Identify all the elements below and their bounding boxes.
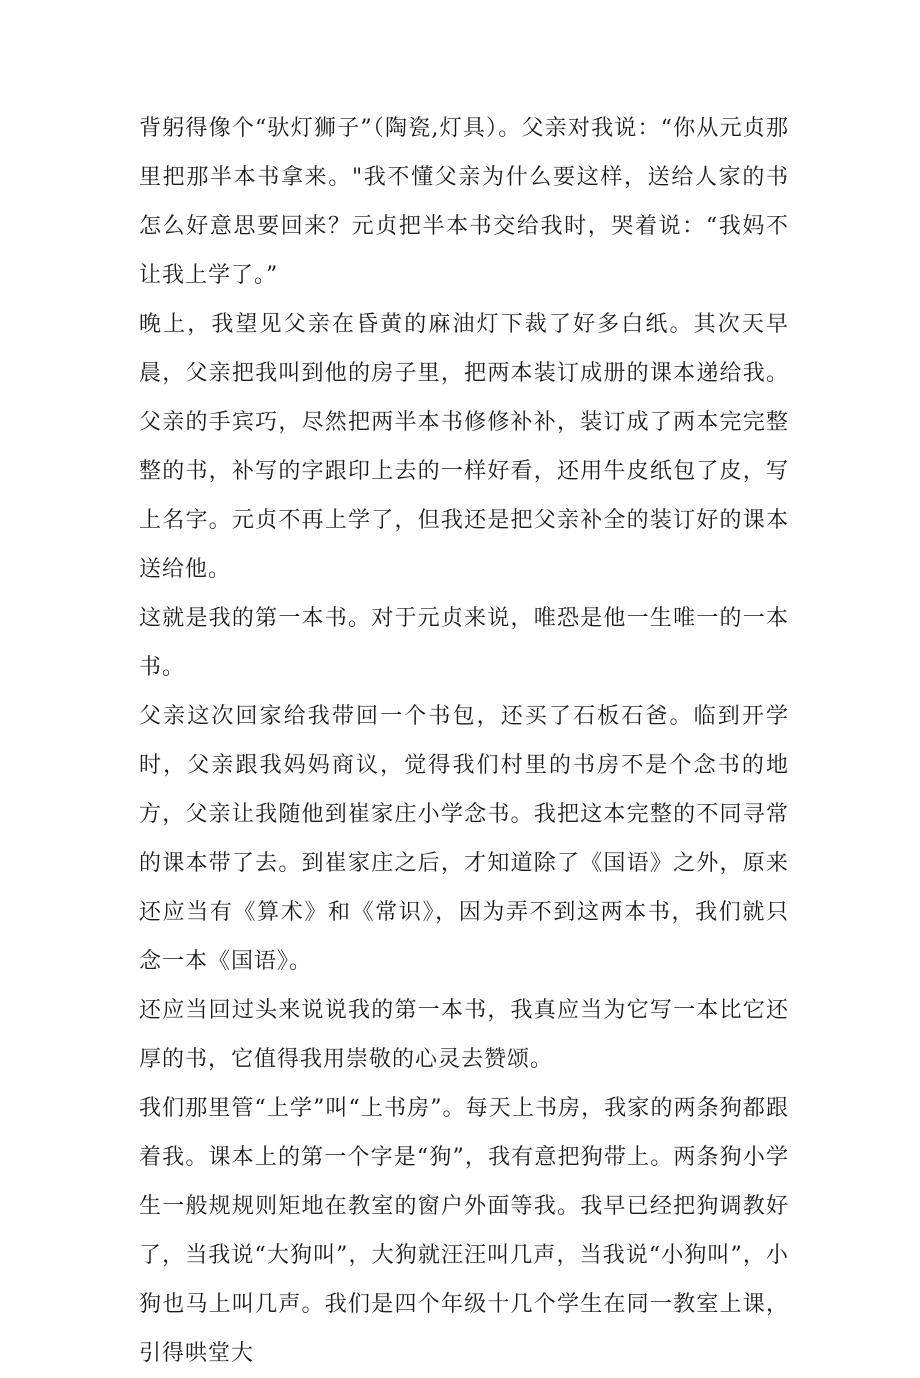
paragraph-3: 这就是我的第一本书。对于元贞来说，唯恐是他一生唯一的一本书。 <box>139 606 789 680</box>
document-body <box>139 104 789 1378</box>
paragraph-2: 晚上，我望见父亲在昏黄的麻油灯下裁了好多白纸。其次天早晨，父亲把我叫到他的房子里，把两本装订成册的课本递给我。父亲的手宾巧，尽然把两半本书修修补补，装订成了两本完完整整的书，补写的字跟印上去的一样好看，还用牛皮纸包了皮，写上名字。元贞不再上学了，但我还是把父亲补全的装订好的课本送给他。 <box>139 312 789 582</box>
paragraph-4: 父亲这次回家给我带回一个书包，还买了石板石爸。临到开学时，父亲跟我妈妈商议，觉得我们村里的书房不是个念书的地方，父亲让我随他到崔家庄小学念书。我把这本完整的不同寻常的课本带了去。到崔家庄之后，才知道除了《国语》之外，原来还应当有《算术》和《常识》，因为弄不到这两本书，我们就只念一本《国语》。 <box>139 704 789 974</box>
paragraph-5: 还应当回过头来说说我的第一本书，我真应当为它写一本比它还厚的书，它值得我用崇敬的心灵去赞颂。 <box>139 998 789 1072</box>
paragraph-6: 我们那里管“上学”叫“上书房”。每天上书房，我家的两条狗都跟着我。课本上的第一个字是“狗”，我有意把狗带上。两条狗小学生一般规规则矩地在教室的窗户外面等我。我早已经把狗调教好了，当我说“大狗叫”，大狗就汪汪叫几声，当我说“小狗叫”，小狗也马上叫几声。我们是四个年级十几个学生在同一教室上课，引得哄堂大 <box>139 1096 789 1366</box>
paragraph-1: 背躬得像个“驮灯狮子”（陶瓷,灯具）。父亲对我说：“你从元贞那里把那半本书拿来。"我不懂父亲为什么要这样，送给人家的书怎么好意思要回来？元贞把半本书交给我时，哭着说：“我妈不让我上学了。” <box>139 116 789 288</box>
